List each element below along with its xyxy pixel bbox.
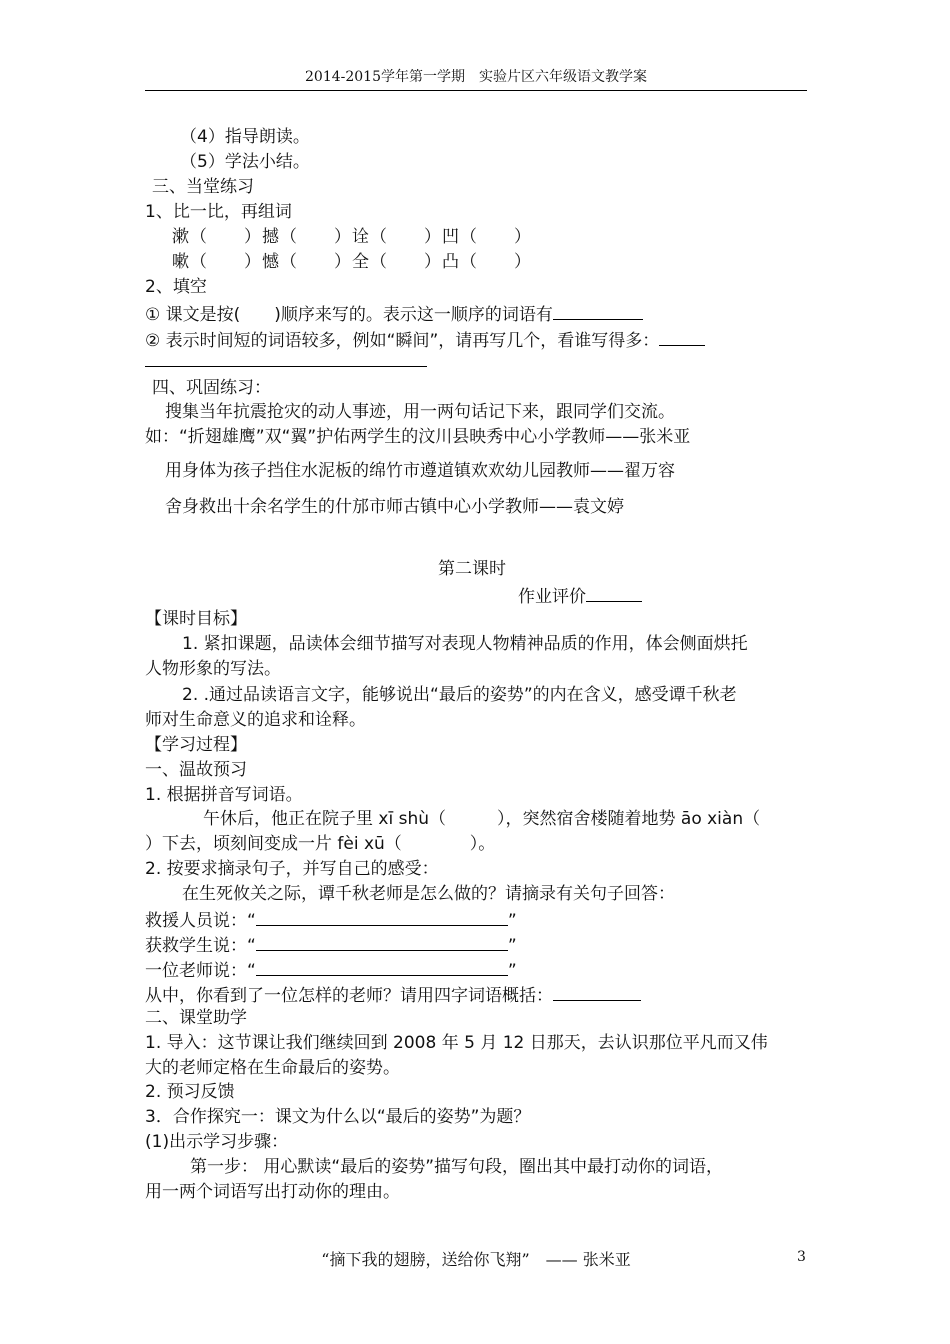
excerpt-task: 2. 按要求摘录句子，并写自己的感受： <box>145 859 439 879</box>
goal-1-cont: 人物形象的写法。 <box>145 659 281 679</box>
quote-teacher-label: 一位老师说：“ <box>145 961 256 981</box>
pinyin-task: 1. 根据拼音写词语。 <box>145 785 303 805</box>
quote-rescuer <box>145 907 517 932</box>
summary-question-text: 从中，你看到了一位怎样的老师？请用四字词语概括： <box>145 986 553 1006</box>
learning-steps: (1)出示学习步骤： <box>145 1132 289 1152</box>
example-3: 舍身救出十余名学生的什邡市师古镇中心小学教师——袁文婷 <box>165 497 624 517</box>
quote-blank[interactable] <box>256 957 508 976</box>
consolidation-task: 搜集当年抗震抢灾的动人事迹，用一两句话记下来，跟同学们交流。 <box>165 402 675 422</box>
intro-item-cont: 大的老师定格在生命最后的姿势。 <box>145 1058 400 1078</box>
quote-close: ” <box>507 936 517 956</box>
page-number: 3 <box>797 1249 806 1265</box>
preview-feedback: 2. 预习反馈 <box>145 1082 235 1102</box>
quote-close: ” <box>507 911 517 931</box>
quote-student <box>145 932 517 957</box>
lesson-2-title: 第二课时 <box>438 559 506 579</box>
goal-2-cont: 师对生命意义的追求和诠释。 <box>145 710 366 730</box>
goal-1: 1. 紧扣课题，品读体会细节描写对表现人物精神品质的作用，体会侧面烘托 <box>182 634 748 654</box>
exercise-1-title: 1、比一比，再组词 <box>145 202 292 222</box>
quote-blank[interactable] <box>256 907 508 926</box>
homework-evaluation <box>518 583 642 608</box>
quote-close: ” <box>507 961 517 981</box>
step-4: （4）指导朗读。 <box>180 127 310 147</box>
quote-student-label: 获救学生说：“ <box>145 936 256 956</box>
compare-row-2: 嗽（ ）憾（ ）全（ ）凸（ ） <box>172 252 532 272</box>
fill-blank-2-text: ② 表示时间短的词语较多，例如“瞬间”，请再写几个，看谁写得多： <box>145 331 660 351</box>
evaluation-blank[interactable] <box>586 583 642 602</box>
learning-process-heading: 【学习过程】 <box>145 735 247 755</box>
class-help-heading: 二、课堂助学 <box>145 1008 247 1028</box>
review-heading: 一、温故预习 <box>145 760 247 780</box>
summary-question <box>145 982 641 1007</box>
summary-blank[interactable] <box>553 982 641 1001</box>
lesson-goals-heading: 【课时目标】 <box>145 609 247 629</box>
answer-blank-line[interactable] <box>145 366 427 367</box>
step-one: 第一步： 用心默读“最后的姿势”描写句段，圈出其中最打动你的词语， <box>190 1157 724 1177</box>
page-footer: “摘下我的翅膀，送给你飞翔” —— 张米亚 <box>321 1250 631 1269</box>
pinyin-sentence: 午休后，他正在院子里 xī shù（ ），突然宿舍楼随着地势 āo xiàn（ <box>203 809 761 829</box>
step-5: （5）学法小结。 <box>180 152 310 172</box>
section-heading-3: 三、当堂练习 <box>152 177 254 197</box>
answer-blank[interactable] <box>553 301 643 320</box>
example-1: 如：“折翅雄鹰”双“翼”护佑两学生的汶川县映秀中心小学教师——张米亚 <box>145 427 691 447</box>
goal-2: 2. .通过品读语言文字，能够说出“最后的姿势”的内在含义，感受谭千秋老 <box>182 685 737 705</box>
quote-blank[interactable] <box>256 932 508 951</box>
quote-rescuer-label: 救援人员说：“ <box>145 911 256 931</box>
fill-blank-1 <box>145 301 643 326</box>
example-2: 用身体为孩子挡住水泥板的绵竹市遵道镇欢欢幼儿园教师——翟万容 <box>165 461 675 481</box>
page-header: 2014-2015学年第一学期 实验片区六年级语文教学案 <box>145 66 807 91</box>
pinyin-sentence-cont: ）下去，顷刻间变成一片 fèi xū（ ）。 <box>145 834 496 854</box>
fill-blank-2 <box>145 327 705 352</box>
excerpt-question: 在生死攸关之际，谭千秋老师是怎么做的？请摘录有关句子回答： <box>182 884 675 904</box>
answer-blank[interactable] <box>659 327 705 346</box>
inquiry-1: 3．合作探究一：课文为什么以“最后的姿势”为题？ <box>145 1107 531 1127</box>
fill-blank-1-text: ① 课文是按( )顺序来写的。表示这一顺序的词语有 <box>145 305 553 325</box>
exercise-2-title: 2、填空 <box>145 277 207 297</box>
homework-evaluation-label: 作业评价 <box>518 587 586 607</box>
intro-item: 1. 导入：这节课让我们继续回到 2008 年 5 月 12 日那天，去认识那位平凡而又伟 <box>145 1033 768 1053</box>
quote-teacher <box>145 957 517 982</box>
section-heading-4: 四、巩固练习： <box>152 378 271 398</box>
compare-row-1: 漱（ ）撼（ ）诠（ ）凹（ ） <box>172 227 532 247</box>
step-one-cont: 用一两个词语写出打动你的理由。 <box>145 1182 400 1202</box>
